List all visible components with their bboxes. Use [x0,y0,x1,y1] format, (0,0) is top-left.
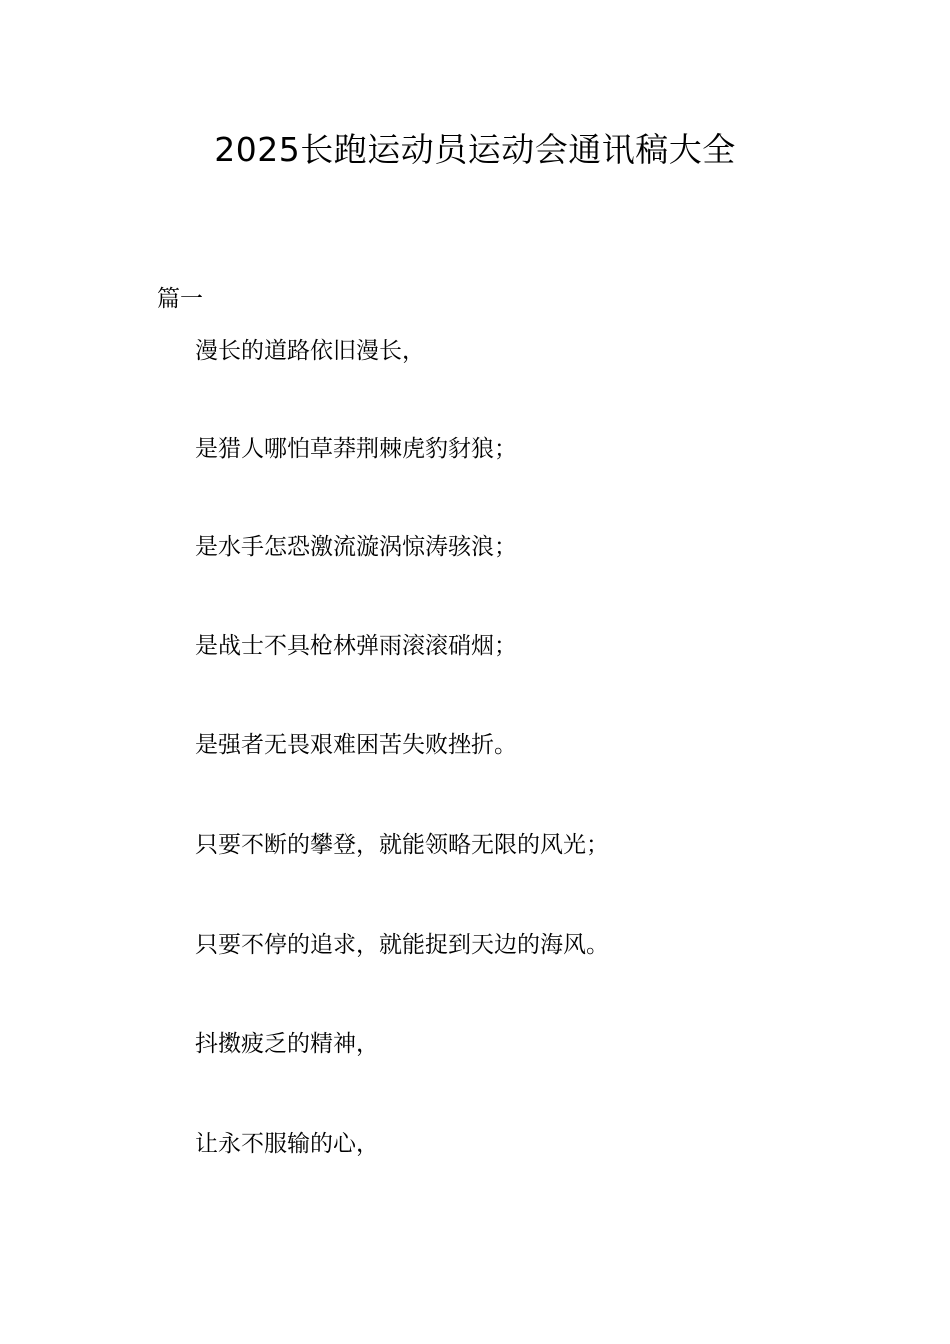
poem-line-4: 是战士不具枪林弹雨滚滚硝烟； [195,633,517,659]
poem-line-8: 抖擞疲乏的精神， [195,1031,379,1057]
poem-line-1: 漫长的道路依旧漫长， [195,338,425,364]
poem-line-9: 让永不服输的心， [195,1131,379,1157]
poem-line-7: 只要不停的追求，就能捉到天边的海风。 [195,932,609,958]
poem-line-6: 只要不断的攀登，就能领略无限的风光； [195,832,609,858]
poem-line-3: 是水手怎恐激流漩涡惊涛骇浪； [195,534,517,560]
document-title: 2025长跑运动员运动会通讯稿大全 [214,130,736,169]
section-label: 篇一 [157,286,203,312]
poem-line-5: 是强者无畏艰难困苦失败挫折。 [195,732,517,758]
poem-line-2: 是猎人哪怕草莽荆棘虎豹豺狼； [195,436,517,462]
